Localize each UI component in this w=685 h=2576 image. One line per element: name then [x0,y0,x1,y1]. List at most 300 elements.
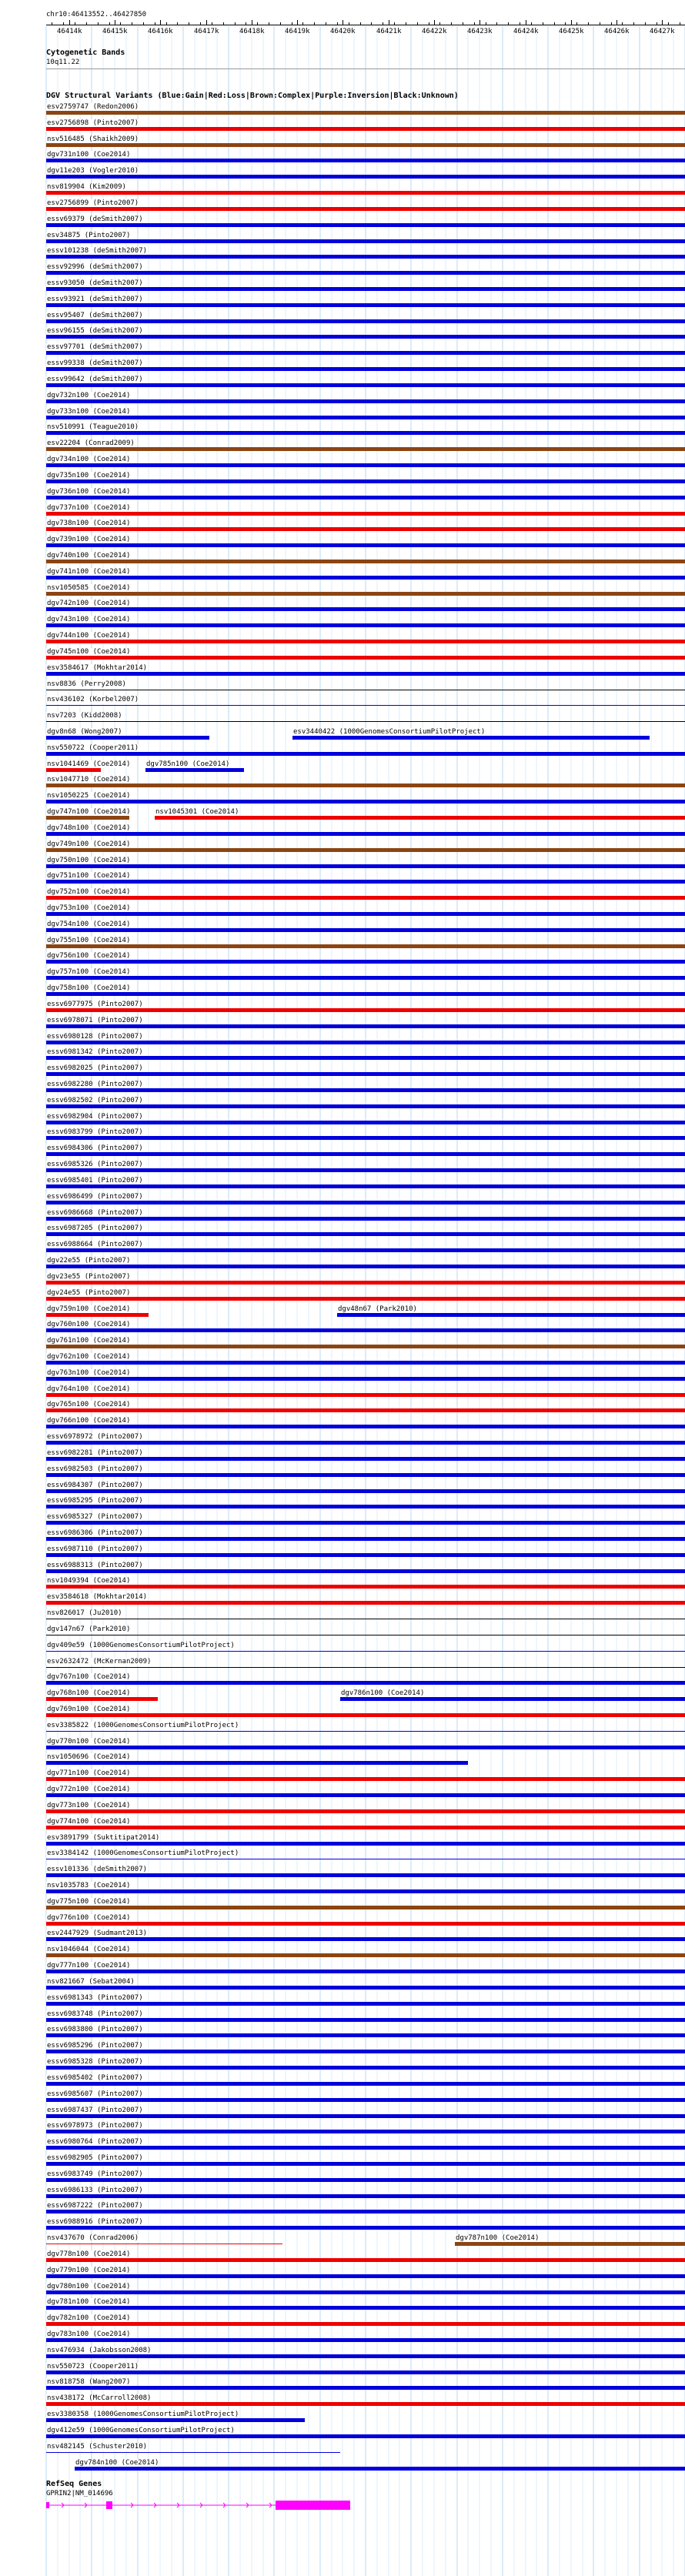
variant-bar[interactable] [46,2082,685,2086]
variant-bar[interactable] [46,1521,685,1525]
variant-label[interactable]: dgv756n100 (Coe2014) [47,952,131,960]
variant-bar[interactable] [75,2467,685,2471]
variant-label[interactable]: essv6984307 (Pinto2007) [47,1482,143,1489]
variant-label[interactable]: essv6983749 (Pinto2007) [47,2170,143,2178]
variant-label[interactable]: essv6982905 (Pinto2007) [47,2154,143,2162]
variant-label[interactable]: nsv550722 (Cooper2011) [47,744,139,752]
variant-bar[interactable] [46,255,685,259]
variant-bar[interactable] [46,2338,685,2342]
variant-bar[interactable] [46,1104,685,1108]
variant-bar[interactable] [46,1537,685,1541]
variant-bar[interactable] [46,159,685,162]
variant-bar[interactable] [46,2018,685,2022]
variant-label[interactable]: nsv1050696 (Coe2014) [47,1753,131,1761]
variant-label[interactable]: dgv11e203 (Vogler2010) [47,167,139,175]
variant-bar[interactable] [46,592,685,596]
variant-bar[interactable] [46,1041,685,1044]
variant-label[interactable]: nsv1035783 (Coe2014) [47,1882,131,1889]
variant-bar[interactable] [46,2354,685,2358]
variant-bar[interactable] [46,127,685,131]
variant-bar[interactable] [46,2226,685,2230]
variant-bar[interactable] [46,2066,685,2070]
variant-label[interactable]: dgv733n100 (Coe2014) [47,408,131,416]
variant-label[interactable]: esv3385822 (1000GenomesConsortiumPilotProject) [47,1722,239,1729]
variant-bar[interactable] [46,2002,685,2006]
variant-bar[interactable] [46,2418,305,2422]
variant-bar[interactable] [46,992,685,996]
variant-bar[interactable] [46,1922,685,1926]
variant-bar[interactable] [46,1072,685,1076]
variant-label[interactable]: essv6982281 (Pinto2007) [47,1449,143,1457]
variant-bar[interactable] [46,2194,685,2198]
variant-bar[interactable] [155,816,685,820]
variant-bar[interactable] [46,143,685,147]
variant-label[interactable]: essv6980764 (Pinto2007) [47,2138,143,2146]
variant-bar[interactable] [46,960,685,964]
variant-label[interactable]: dgv412e59 (1000GenomesConsortiumPilotProject) [47,2427,235,2434]
variant-label[interactable]: esv3584618 (Mokhtar2014) [47,1593,148,1601]
variant-bar[interactable] [46,2434,685,2438]
variant-label[interactable]: dgv765n100 (Coe2014) [47,1401,131,1408]
variant-label[interactable]: dgv769n100 (Coe2014) [47,1706,131,1713]
variant-label[interactable]: dgv786n100 (Coe2014) [341,1689,425,1697]
variant-label[interactable]: essv99642 (deSmith2007) [47,376,143,383]
variant-bar[interactable] [455,2242,685,2246]
variant-label[interactable]: dgv742n100 (Coe2014) [47,600,131,607]
variant-bar[interactable] [46,271,685,275]
variant-label[interactable]: essv6985326 (Pinto2007) [47,1161,143,1168]
variant-bar[interactable] [46,944,685,948]
variant-bar[interactable] [46,2178,685,2182]
variant-bar[interactable] [46,1168,685,1172]
variant-label[interactable]: dgv732n100 (Coe2014) [47,392,131,399]
variant-label[interactable]: esv2759747 (Redon2006) [47,103,139,111]
variant-bar[interactable] [46,1569,685,1573]
variant-bar[interactable] [46,2306,685,2310]
variant-label[interactable]: nsv482145 (Schuster2010) [47,2443,148,2451]
variant-bar[interactable] [46,1697,158,1701]
variant-bar[interactable] [46,1265,685,1268]
variant-bar[interactable] [46,1297,685,1301]
variant-bar[interactable] [46,1553,685,1557]
variant-label[interactable]: dgv783n100 (Coe2014) [47,2330,131,2338]
variant-bar[interactable] [46,1184,685,1188]
variant-label[interactable]: essv69379 (deSmith2007) [47,216,143,223]
variant-bar[interactable] [46,1248,685,1252]
variant-label[interactable]: nsv1045301 (Coe2014) [155,808,239,816]
variant-bar[interactable] [46,832,685,836]
variant-label[interactable]: essv6986133 (Pinto2007) [47,2187,143,2194]
variant-bar[interactable] [46,1441,685,1445]
variant-bar[interactable] [46,864,685,868]
variant-label[interactable]: dgv48n67 (Park2010) [338,1305,417,1313]
variant-label[interactable]: dgv738n100 (Coe2014) [47,520,131,527]
variant-label[interactable]: esv2756899 (Pinto2007) [47,199,139,207]
variant-bar[interactable] [46,463,685,467]
variant-label[interactable]: esv3440422 (1000GenomesConsortiumPilotProject) [293,728,486,736]
variant-label[interactable]: essv6985327 (Pinto2007) [47,1513,143,1521]
variant-label[interactable]: essv101238 (deSmith2007) [47,247,148,255]
variant-label[interactable]: essv6978071 (Pinto2007) [47,1017,143,1024]
variant-label[interactable]: dgv758n100 (Coe2014) [47,984,131,992]
variant-label[interactable]: essv6982503 (Pinto2007) [47,1465,143,1473]
variant-bar[interactable] [46,1842,685,1846]
variant-bar[interactable] [46,1986,685,1990]
variant-bar[interactable] [46,912,685,916]
variant-bar[interactable] [46,1505,685,1509]
variant-bar[interactable] [46,2146,685,2150]
variant-label[interactable]: dgv770n100 (Coe2014) [47,1738,131,1746]
variant-label[interactable]: essv93921 (deSmith2007) [47,296,143,303]
variant-label[interactable]: dgv744n100 (Coe2014) [47,632,131,640]
variant-label[interactable]: dgv147n67 (Park2010) [47,1625,131,1633]
variant-bar[interactable] [46,319,685,323]
variant-label[interactable]: esv3384142 (1000GenomesConsortiumPilotProject) [47,1849,239,1857]
variant-bar[interactable] [46,367,685,371]
variant-bar[interactable] [46,1281,685,1285]
variant-bar[interactable] [46,752,685,756]
variant-bar[interactable] [46,1681,685,1685]
variant-label[interactable]: nsv818758 (Wang2007) [47,2378,131,2386]
variant-label[interactable]: nsv437670 (Conrad2006) [47,2234,139,2242]
variant-bar[interactable] [46,783,685,787]
variant-bar[interactable] [46,383,685,387]
variant-bar[interactable] [145,768,244,772]
variant-label[interactable]: essv6988313 (Pinto2007) [47,1562,143,1569]
variant-bar[interactable] [46,2452,340,2453]
variant-label[interactable]: nsv550723 (Cooper2011) [47,2363,139,2371]
variant-label[interactable]: nsv516485 (Shaikh2009) [47,135,139,143]
variant-bar[interactable] [46,1601,685,1605]
variant-label[interactable]: dgv747n100 (Coe2014) [47,808,131,816]
variant-bar[interactable] [46,800,685,804]
variant-label[interactable]: dgv782n100 (Coe2014) [47,2314,131,2322]
variant-bar[interactable] [46,1217,685,1221]
variant-label[interactable]: dgv785n100 (Coe2014) [146,760,230,768]
variant-bar[interactable] [46,1889,685,1893]
gene-model-gprin2[interactable] [46,2499,685,2511]
variant-label[interactable]: esv34875 (Pinto2007) [47,232,131,239]
variant-label[interactable]: dgv780n100 (Coe2014) [47,2283,131,2290]
variant-label[interactable]: essv6982280 (Pinto2007) [47,1081,143,1088]
variant-label[interactable]: essv6985296 (Pinto2007) [47,2042,143,2050]
variant-label[interactable]: essv6982025 (Pinto2007) [47,1064,143,1072]
variant-label[interactable]: essv96155 (deSmith2007) [47,327,143,335]
variant-bar[interactable] [46,1377,685,1381]
variant-label[interactable]: essv6987437 (Pinto2007) [47,2107,143,2114]
variant-label[interactable]: essv92996 (deSmith2007) [47,263,143,271]
variant-label[interactable]: dgv755n100 (Coe2014) [47,937,131,944]
variant-label[interactable]: dgv745n100 (Coe2014) [47,648,131,656]
variant-label[interactable]: essv6985328 (Pinto2007) [47,2058,143,2066]
variant-label[interactable]: nsv1049394 (Coe2014) [47,1577,131,1585]
variant-label[interactable]: dgv736n100 (Coe2014) [47,488,131,496]
variant-label[interactable]: essv6983800 (Pinto2007) [47,2026,143,2033]
variant-label[interactable]: essv6985295 (Pinto2007) [47,1497,143,1505]
variant-bar[interactable] [46,1761,468,1765]
variant-label[interactable]: essv6986668 (Pinto2007) [47,1209,143,1217]
variant-label[interactable]: essv6980128 (Pinto2007) [47,1033,143,1041]
variant-label[interactable]: esv2756898 (Pinto2007) [47,119,139,127]
variant-label[interactable]: essv6978973 (Pinto2007) [47,2122,143,2130]
variant-bar[interactable] [340,1697,685,1701]
variant-bar[interactable] [46,576,685,580]
variant-label[interactable]: nsv510991 (Teague2010) [47,423,139,431]
variant-bar[interactable] [46,287,685,291]
variant-bar[interactable] [46,896,685,900]
variant-bar[interactable] [46,1651,685,1652]
variant-bar[interactable] [46,1746,685,1749]
variant-bar[interactable] [46,736,209,740]
variant-bar[interactable] [46,2050,685,2053]
variant-bar[interactable] [46,1809,685,1813]
variant-label[interactable]: nsv819904 (Kim2009) [47,183,126,191]
variant-bar[interactable] [46,640,685,643]
variant-label[interactable]: dgv743n100 (Coe2014) [47,616,131,623]
variant-label[interactable]: dgv774n100 (Coe2014) [47,1818,131,1826]
variant-bar[interactable] [46,447,685,451]
variant-bar[interactable] [46,1473,685,1477]
variant-bar[interactable] [46,527,685,531]
variant-label[interactable]: nsv821667 (Sebat2004) [47,1978,135,1986]
variant-bar[interactable] [46,1152,685,1156]
variant-label[interactable]: essv95407 (deSmith2007) [47,312,143,319]
variant-label[interactable]: essv6986306 (Pinto2007) [47,1529,143,1537]
variant-bar[interactable] [46,335,685,339]
variant-label[interactable]: dgv757n100 (Coe2014) [47,968,131,976]
variant-bar[interactable] [46,1136,685,1140]
variant-bar[interactable] [46,560,685,563]
variant-bar[interactable] [46,496,685,499]
variant-label[interactable]: esv3380358 (1000GenomesConsortiumPilotProject) [47,2411,239,2418]
variant-bar[interactable] [46,1408,685,1412]
variant-label[interactable]: dgv752n100 (Coe2014) [47,888,131,896]
variant-label[interactable]: nsv1041469 (Coe2014) [47,760,131,768]
variant-label[interactable]: dgv8n68 (Wong2007) [47,728,122,736]
variant-bar[interactable] [46,705,685,706]
variant-label[interactable]: dgv749n100 (Coe2014) [47,840,131,848]
variant-label[interactable]: dgv773n100 (Coe2014) [47,1802,131,1809]
variant-label[interactable]: essv6978972 (Pinto2007) [47,1433,143,1441]
variant-bar[interactable] [46,223,685,227]
variant-label[interactable]: essv6986499 (Pinto2007) [47,1193,143,1201]
variant-label[interactable]: essv6985607 (Pinto2007) [47,2090,143,2098]
variant-bar[interactable] [46,2098,685,2102]
variant-bar[interactable] [46,543,685,547]
variant-label[interactable]: nsv436102 (Korbel2007) [47,696,139,703]
variant-bar[interactable] [46,1489,685,1493]
variant-label[interactable]: dgv767n100 (Coe2014) [47,1673,131,1681]
variant-label[interactable]: essv6985401 (Pinto2007) [47,1177,143,1184]
variant-bar[interactable] [46,768,101,772]
variant-bar[interactable] [46,2290,685,2294]
variant-label[interactable]: dgv734n100 (Coe2014) [47,456,131,463]
variant-bar[interactable] [46,1970,685,1973]
variant-bar[interactable] [46,1585,685,1589]
variant-label[interactable]: dgv768n100 (Coe2014) [47,1689,131,1697]
variant-bar[interactable] [46,2274,685,2278]
variant-bar[interactable] [46,1361,685,1365]
variant-bar[interactable] [46,1826,685,1829]
variant-bar[interactable] [46,1201,685,1204]
variant-label[interactable]: essv6987205 (Pinto2007) [47,1225,143,1232]
variant-label[interactable]: essv6984306 (Pinto2007) [47,1144,143,1152]
variant-bar[interactable] [46,2162,685,2166]
variant-bar[interactable] [46,111,685,115]
variant-bar[interactable] [46,351,685,355]
variant-bar[interactable] [46,1731,685,1732]
variant-label[interactable]: dgv741n100 (Coe2014) [47,568,131,576]
variant-bar[interactable] [46,2322,685,2326]
variant-label[interactable]: essv6985402 (Pinto2007) [47,2074,143,2082]
variant-label[interactable]: dgv750n100 (Coe2014) [47,857,131,864]
variant-label[interactable]: dgv737n100 (Coe2014) [47,504,131,512]
variant-bar[interactable] [46,816,129,820]
variant-bar[interactable] [46,1121,685,1124]
variant-label[interactable]: essv93050 (deSmith2007) [47,279,143,287]
variant-bar[interactable] [46,880,685,884]
variant-bar[interactable] [46,1873,685,1877]
variant-label[interactable]: dgv766n100 (Coe2014) [47,1417,131,1425]
variant-bar[interactable] [46,1777,685,1781]
variant-bar[interactable] [46,656,685,660]
variant-label[interactable]: dgv760n100 (Coe2014) [47,1321,131,1328]
variant-label[interactable]: nsv826017 (Ju2010) [47,1609,122,1617]
variant-bar[interactable] [46,2130,685,2133]
variant-label[interactable]: essv6988664 (Pinto2007) [47,1241,143,1248]
variant-label[interactable]: essv6982904 (Pinto2007) [47,1113,143,1121]
variant-label[interactable]: esv3891799 (Suktitipat2014) [47,1834,160,1842]
variant-label[interactable]: nsv1046044 (Coe2014) [47,1946,131,1953]
variant-label[interactable]: nsv1050585 (Coe2014) [47,584,131,592]
variant-bar[interactable] [46,303,685,307]
variant-label[interactable]: dgv779n100 (Coe2014) [47,2267,131,2274]
variant-label[interactable]: nsv7203 (Kidd2008) [47,712,122,720]
variant-bar[interactable] [46,1953,685,1957]
variant-bar[interactable] [46,928,685,932]
variant-bar[interactable] [46,1667,685,1668]
variant-label[interactable]: dgv763n100 (Coe2014) [47,1369,131,1377]
variant-label[interactable]: nsv438172 (McCarroll2008) [47,2394,152,2402]
variant-label[interactable]: essv6981342 (Pinto2007) [47,1048,143,1056]
variant-bar[interactable] [46,2114,685,2118]
variant-bar[interactable] [46,1024,685,1028]
variant-label[interactable]: dgv754n100 (Coe2014) [47,920,131,928]
variant-bar[interactable] [46,1328,685,1332]
variant-label[interactable]: essv6983799 (Pinto2007) [47,1128,143,1136]
variant-bar[interactable] [46,239,685,243]
variant-label[interactable]: dgv761n100 (Coe2014) [47,1337,131,1345]
variant-bar[interactable] [292,736,650,740]
variant-bar[interactable] [46,2210,685,2213]
variant-label[interactable]: dgv781n100 (Coe2014) [47,2298,131,2306]
variant-bar[interactable] [46,672,685,676]
variant-bar[interactable] [46,1793,685,1797]
variant-label[interactable]: dgv24e55 (Pinto2007) [47,1289,131,1297]
variant-label[interactable]: dgv775n100 (Coe2014) [47,1898,131,1906]
variant-bar[interactable] [46,1056,685,1060]
variant-label[interactable]: nsv8836 (Perry2008) [47,680,126,688]
variant-bar[interactable] [46,1088,685,1092]
variant-bar[interactable] [46,479,685,483]
variant-label[interactable]: esv22204 (Conrad2009) [47,439,135,447]
variant-label[interactable]: nsv1050225 (Coe2014) [47,792,131,800]
variant-bar[interactable] [46,175,685,179]
variant-label[interactable]: dgv787n100 (Coe2014) [456,2234,540,2242]
variant-label[interactable]: essv97701 (deSmith2007) [47,343,143,351]
variant-bar[interactable] [46,1232,685,1236]
variant-label[interactable]: dgv23e55 (Pinto2007) [47,1273,131,1281]
variant-label[interactable]: dgv739n100 (Coe2014) [47,536,131,543]
variant-label[interactable]: dgv751n100 (Coe2014) [47,872,131,880]
variant-label[interactable]: esv2447929 (Sudmant2013) [47,1929,148,1937]
variant-label[interactable]: essv99338 (deSmith2007) [47,359,143,367]
variant-bar[interactable] [46,2402,685,2406]
variant-label[interactable]: dgv776n100 (Coe2014) [47,1914,131,1922]
variant-label[interactable]: dgv777n100 (Coe2014) [47,1962,131,1970]
variant-label[interactable]: nsv476934 (Jakobsson2008) [47,2347,152,2354]
variant-label[interactable]: essv6982502 (Pinto2007) [47,1097,143,1104]
variant-label[interactable]: dgv740n100 (Coe2014) [47,552,131,560]
variant-bar[interactable] [46,431,685,435]
variant-label[interactable]: essv6977975 (Pinto2007) [47,1001,143,1008]
variant-label[interactable]: esv2632472 (McKernan2009) [47,1658,152,1666]
variant-label[interactable]: dgv778n100 (Coe2014) [47,2250,131,2258]
variant-label[interactable]: dgv22e55 (Pinto2007) [47,1257,131,1265]
variant-label[interactable]: dgv764n100 (Coe2014) [47,1385,131,1393]
variant-bar[interactable] [46,399,685,403]
variant-bar[interactable] [46,1008,685,1012]
variant-bar[interactable] [46,623,685,627]
variant-bar[interactable] [46,191,685,195]
variant-label[interactable]: essv6988916 (Pinto2007) [47,2218,143,2226]
variant-bar[interactable] [46,607,685,611]
variant-label[interactable]: essv6987222 (Pinto2007) [47,2202,143,2210]
variant-label[interactable]: esv3584617 (Mokhtar2014) [47,664,148,672]
variant-label[interactable]: dgv784n100 (Coe2014) [75,2459,159,2467]
variant-label[interactable]: dgv759n100 (Coe2014) [47,1305,131,1313]
variant-label[interactable]: dgv753n100 (Coe2014) [47,904,131,912]
variant-bar[interactable] [46,512,685,516]
variant-bar[interactable] [46,721,685,722]
variant-label[interactable]: dgv735n100 (Coe2014) [47,472,131,479]
variant-label[interactable]: dgv731n100 (Coe2014) [47,151,131,159]
variant-bar[interactable] [46,1425,685,1428]
variant-bar[interactable] [46,2033,685,2037]
variant-label[interactable]: essv101336 (deSmith2007) [47,1866,148,1873]
variant-bar[interactable] [46,848,685,852]
variant-bar[interactable] [46,1937,685,1941]
variant-bar[interactable] [337,1313,685,1317]
variant-bar[interactable] [46,1345,685,1348]
variant-label[interactable]: essv6987110 (Pinto2007) [47,1545,143,1553]
variant-bar[interactable] [46,2258,685,2262]
variant-label[interactable]: dgv409e59 (1000GenomesConsortiumPilotProject) [47,1642,235,1649]
variant-bar[interactable] [46,1457,685,1461]
variant-bar[interactable] [46,2386,685,2390]
variant-label[interactable]: dgv772n100 (Coe2014) [47,1786,131,1793]
variant-label[interactable]: dgv762n100 (Coe2014) [47,1353,131,1361]
variant-label[interactable]: dgv771n100 (Coe2014) [47,1769,131,1777]
variant-label[interactable]: nsv1047710 (Coe2014) [47,776,131,783]
variant-bar[interactable] [46,1393,685,1397]
variant-label[interactable]: essv6983748 (Pinto2007) [47,2010,143,2018]
variant-bar[interactable] [46,2371,685,2374]
variant-bar[interactable] [46,1713,685,1717]
gene-label-gprin2[interactable]: GPRIN2|NM_014696 [46,2490,113,2497]
variant-bar[interactable] [46,976,685,980]
variant-bar[interactable] [46,416,685,419]
